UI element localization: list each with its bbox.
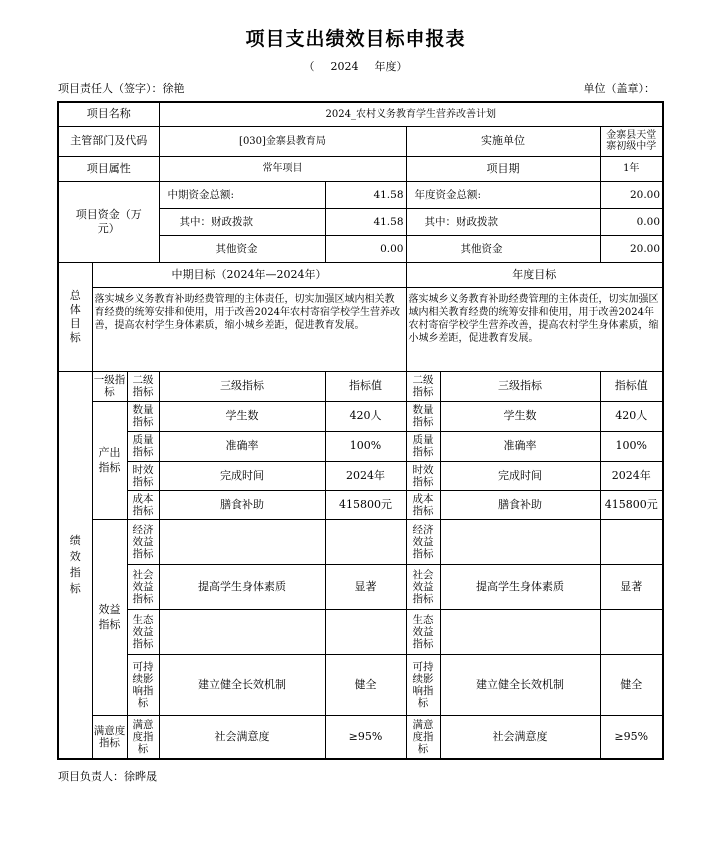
quality-lvl3-annual: 准确率: [440, 431, 600, 461]
timeliness-value-mid: 2024年: [325, 461, 406, 490]
project-leader: 项目负责人：徐晔晟: [58, 770, 157, 783]
quantity-lvl3-mid: 学生数: [159, 401, 325, 431]
quantity-lvl2-annual: 数量指标: [406, 401, 440, 431]
mid-total-value: 41.58: [325, 181, 406, 208]
cost-value-mid: 415800元: [325, 490, 406, 519]
mid-fiscal-value: 41.58: [325, 208, 406, 235]
cost-value-annual: 415800元: [600, 490, 663, 519]
economic-lvl2-mid: 经济效益指标: [127, 519, 159, 564]
satisfaction-value-annual: ≥95%: [600, 715, 663, 759]
social-value-mid: 显著: [325, 564, 406, 609]
year-value: 2024: [330, 60, 359, 73]
sustainable-lvl3-annual: 建立健全长效机制: [440, 654, 600, 715]
project-name-label: 项目名称: [58, 102, 159, 126]
header-value-annual: 指标值: [600, 371, 663, 401]
timeliness-value-annual: 2024年: [600, 461, 663, 490]
quantity-value-mid: 420人: [325, 401, 406, 431]
impl-unit-value: 金寨县天堂寨初级中学: [600, 126, 663, 156]
social-lvl3-annual: 提高学生身体素质: [440, 564, 600, 609]
ecological-value-annual: [600, 609, 663, 654]
social-lvl2-annual: 社会效益指标: [406, 564, 440, 609]
funds-label: 项目资金（万元）: [58, 181, 159, 262]
responsible-line: [58, 80, 655, 96]
quality-lvl3-mid: 准确率: [159, 431, 325, 461]
header-lvl2-annual: 二级指标: [406, 371, 440, 401]
annual-goal-header: 年度目标: [406, 262, 663, 287]
sustainable-lvl3-mid: 建立健全长效机制: [159, 654, 325, 715]
timeliness-lvl3-annual: 完成时间: [440, 461, 600, 490]
year-suffix: 年度）: [374, 60, 408, 73]
mid-goal-header: 中期目标（2024年—2024年）: [92, 262, 406, 287]
dept-label: 主管部门及代码: [58, 126, 159, 156]
timeliness-lvl2-mid: 时效指标: [127, 461, 159, 490]
performance-form-table: [57, 101, 664, 760]
sustainable-lvl2-mid: 可持续影响指标: [127, 654, 159, 715]
overall-goal-label: 总体目标: [58, 262, 92, 371]
header-lvl3-annual: 三级指标: [440, 371, 600, 401]
dept-value: [030]金寨县教育局: [159, 126, 406, 156]
social-lvl3-mid: 提高学生身体素质: [159, 564, 325, 609]
annual-total-value: 20.00: [600, 181, 663, 208]
economic-value-mid: [325, 519, 406, 564]
quality-lvl2-mid: 质量指标: [127, 431, 159, 461]
social-lvl2-mid: 社会效益指标: [127, 564, 159, 609]
perf-indicators-label: 绩效指标: [58, 371, 92, 759]
header-lvl3-mid: 三级指标: [159, 371, 325, 401]
ecological-lvl2-annual: 生态效益指标: [406, 609, 440, 654]
annual-fiscal-label: 其中：财政拨款: [406, 208, 600, 235]
satisfaction-lvl3-annual: 社会满意度: [440, 715, 600, 759]
sustainable-lvl2-annual: 可持续影响指标: [406, 654, 440, 715]
timeliness-lvl3-mid: 完成时间: [159, 461, 325, 490]
header-lvl2-mid: 二级指标: [127, 371, 159, 401]
cost-lvl2-mid: 成本指标: [127, 490, 159, 519]
ecological-lvl3-mid: [159, 609, 325, 654]
mid-fiscal-label: 其中：财政拨款: [159, 208, 325, 235]
mid-total-label: 中期资金总额:: [159, 181, 325, 208]
economic-lvl3-annual: [440, 519, 600, 564]
attr-value: 常年项目: [159, 156, 406, 181]
mid-goal-text: 落实城乡义务教育补助经费管理的主体责任，切实加强区域内相关教育经费的统筹安排和使用，用于改善2024年农村寄宿学校学生营养改善，提高农村学生身体素质，缩小城乡差距，促进教育发展。: [92, 287, 406, 371]
impl-unit-label: 实施单位: [406, 126, 600, 156]
responsible-sign: 项目责任人（签字）：徐艳: [58, 82, 185, 95]
mid-other-value: 0.00: [325, 235, 406, 262]
sustainable-value-mid: 健全: [325, 654, 406, 715]
attr-label: 项目属性: [58, 156, 159, 181]
cost-lvl2-annual: 成本指标: [406, 490, 440, 519]
ecological-lvl2-mid: 生态效益指标: [127, 609, 159, 654]
quality-lvl2-annual: 质量指标: [406, 431, 440, 461]
annual-other-label: 其他资金: [406, 235, 600, 262]
form-title: 项目支出绩效目标申报表: [245, 28, 466, 50]
cost-lvl3-mid: 膳食补助: [159, 490, 325, 519]
satisfaction-lvl3-mid: 社会满意度: [159, 715, 325, 759]
quantity-value-annual: 420人: [600, 401, 663, 431]
benefit-indicators-label: 效益指标: [92, 519, 127, 715]
quantity-lvl2-mid: 数量指标: [127, 401, 159, 431]
quality-value-annual: 100%: [600, 431, 663, 461]
output-indicators-label: 产出指标: [92, 401, 127, 519]
mid-other-label: 其他资金: [159, 235, 325, 262]
satisfaction-lvl2-mid: 满意度指标: [127, 715, 159, 759]
satisfaction-value-mid: ≥95%: [325, 715, 406, 759]
economic-lvl2-annual: 经济效益指标: [406, 519, 440, 564]
economic-lvl3-mid: [159, 519, 325, 564]
sustainable-value-annual: 健全: [600, 654, 663, 715]
ecological-lvl3-annual: [440, 609, 600, 654]
satisfaction-lvl2-annual: 满意度指标: [406, 715, 440, 759]
social-value-annual: 显著: [600, 564, 663, 609]
quality-value-mid: 100%: [325, 431, 406, 461]
satisfaction-lvl1: 满意度指标: [92, 715, 127, 759]
timeliness-lvl2-annual: 时效指标: [406, 461, 440, 490]
unit-seal: 单位（盖章）：: [583, 82, 655, 95]
period-value: 1年: [600, 156, 663, 181]
period-label: 项目期: [406, 156, 600, 181]
year-line: [0, 58, 711, 74]
ecological-value-mid: [325, 609, 406, 654]
annual-fiscal-value: 0.00: [600, 208, 663, 235]
header-value-mid: 指标值: [325, 371, 406, 401]
project-name-value: 2024_农村义务教育学生营养改善计划: [159, 102, 663, 126]
annual-total-label: 年度资金总额:: [406, 181, 600, 208]
annual-goal-text: 落实城乡义务教育补助经费管理的主体责任，切实加强区域内相关教育经费的统筹安排和使用，用于改善2024年农村寄宿学校学生营养改善，提高农村学生身体素质，缩小城乡差距，促进教育发展。: [406, 287, 663, 371]
quantity-lvl3-annual: 学生数: [440, 401, 600, 431]
economic-value-annual: [600, 519, 663, 564]
cost-lvl3-annual: 膳食补助: [440, 490, 600, 519]
annual-other-value: 20.00: [600, 235, 663, 262]
header-lvl1: 一级指标: [92, 371, 127, 401]
year-open: （: [303, 60, 315, 73]
